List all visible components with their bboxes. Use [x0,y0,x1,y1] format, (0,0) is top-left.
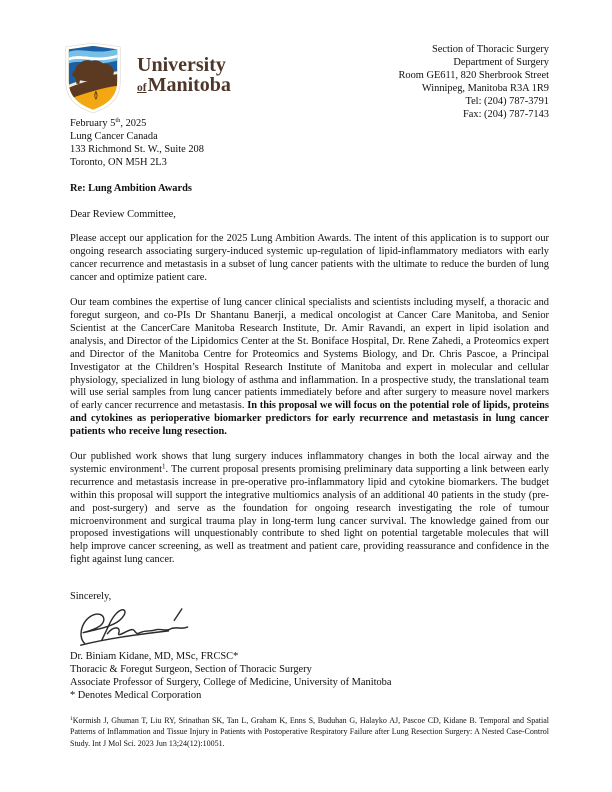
contact-line-department: Department of Surgery [453,56,549,68]
wordmark-of: of [137,82,147,94]
wordmark-manitoba: Manitoba [147,74,231,96]
closing-line: Sincerely, [70,591,112,603]
citation-ref-1: 1 [161,462,166,471]
footnote-citation [70,715,549,750]
paragraph-1: Please accept our application for the 2025 Lung Ambition Awards. The intent of this application is to support our ongoing research associating surgery-induced systemic up-regulation of lipid-inflammatory mediators with early cancer recurrence and metastasis in a subset of lung cancer patients with the ultimate to reduce the burden of lung cancer and optimize patient care. [70,233,549,284]
um-bison-shield-icon [62,43,124,113]
date-rest: , 2025 [120,118,147,129]
signoff-title-2: Associate Professor of Surgery, College of Medicine, University of Manitoba [70,676,392,688]
date-day: February 5 [70,118,116,129]
paragraph-3-before-ref: Our published work shows that lung surgery induces inflammatory changes in both the local airway and the systemic environment [70,451,549,475]
paragraph-3-after-ref: . The current proposal presents promising preliminary data supporting a link between early recurrence and metastasis increase in pre-operative pro-inflammatory lipid and cytokine biomarkers. The budget within this proposal will support the integrative multiomics analysis of an additional 40 patients in the study (pre- and post-surgery) and serve as the foundation for ongoing research investigating the role of tumour microenvironment and surgical trauma play in long-term lung cancer survival. The knowledge gained from our proposed investigations will unquestionably contribute to shed light on potential targetable molecules that will help improve cancer screening, as well as treatment and patient care, providing reassurance and confidence in the fight against lung cancer. [70,463,549,566]
contact-line-fax: Fax: (204) 787-7143 [462,108,549,120]
handwritten-signature-icon [74,607,200,649]
date-ordinal: th [115,117,121,124]
signoff-note: * Denotes Medical Corporation [70,689,202,701]
signoff-name: Dr. Biniam Kidane, MD, MSc, FRCSC* [70,651,239,663]
letterhead-contact-block [398,44,549,121]
wordmark-manitoba-line [137,75,231,98]
paragraph-2 [70,297,549,439]
recipient-street: 133 Richmond St. W., Suite 208 [70,143,204,155]
contact-line-section: Section of Thoracic Surgery [431,44,549,55]
recipient-city: Toronto, ON M5H 2L3 [70,156,167,168]
footnote-ref-1: 1 [70,715,73,722]
subject-line: Re: Lung Ambition Awards [70,182,192,194]
footnote-text: Kormish J, Ghuman T, Liu RY, Srinathan SK, Tan L, Graham K, Enns S, Buduhan G, Halayko AJ, Pascoe CD, Kidane B. Temporal and Spatial Patterns of Inflammation and Tissue Injury in Patients with Postoperative Respiratory Failure after Lung Resection Surgery: A Nested Case-Control Study. Int J Mol Sci. 2023 Jun 13;24(12):10051. [70,715,549,748]
paragraph-3 [70,451,549,567]
university-of-manitoba-logo [62,43,231,113]
paragraph-2-normal: Our team combines the expertise of lung cancer clinical specialists and scientists including myself, a thoracic and foregut surgeon, and co-PIs Dr Shantanu Banerji, a medical oncologist at Cancer Care Manitoba, and Senior Scientist at the CancerCare Manitoba Research Institute, Dr. Amir Ravandi, an expert in lipid isolation and analysis, and Director of the Lipidomics Center at the St. Boniface Hospital, Dr. Rene Zahedi, a Proteomics expert and Director of the Manitoba Centre for Proteomics and Systems Biology, and Dr. Chris Pascoe, a Principal Investigator at the Children’s Hospital Research Institute of Manitoba and expert in molecular and cellular physiology, specialized in lung biology of asthma and inflammation. In a prospective study, the translational team will use serial samples from lung cancer patients immediately before and after surgery to measure novel markers of early cancer recurrence and metastasis. [70,297,549,412]
letter-body [70,118,549,750]
signoff-title-1: Thoracic & Foregut Surgeon, Section of Thoracic Surgery [70,664,312,675]
wordmark-university: University [137,54,226,76]
contact-line-tel: Tel: (204) 787-3791 [465,95,549,107]
um-wordmark [137,56,231,98]
contact-line-city: Winnipeg, Manitoba R3A 1R9 [421,82,549,94]
recipient-name: Lung Cancer Canada [70,130,158,142]
date-line [70,118,549,131]
salutation: Dear Review Committee, [70,208,176,220]
paragraph-2-bold: In this proposal we will focus on the potential role of lipids, proteins and cytokines as perioperative biomarker predictors for early recurrence and metastasis in lung cancer patients who receive lung resection. [70,400,549,438]
contact-line-room: Room GE611, 820 Sherbrook Street [398,69,549,81]
